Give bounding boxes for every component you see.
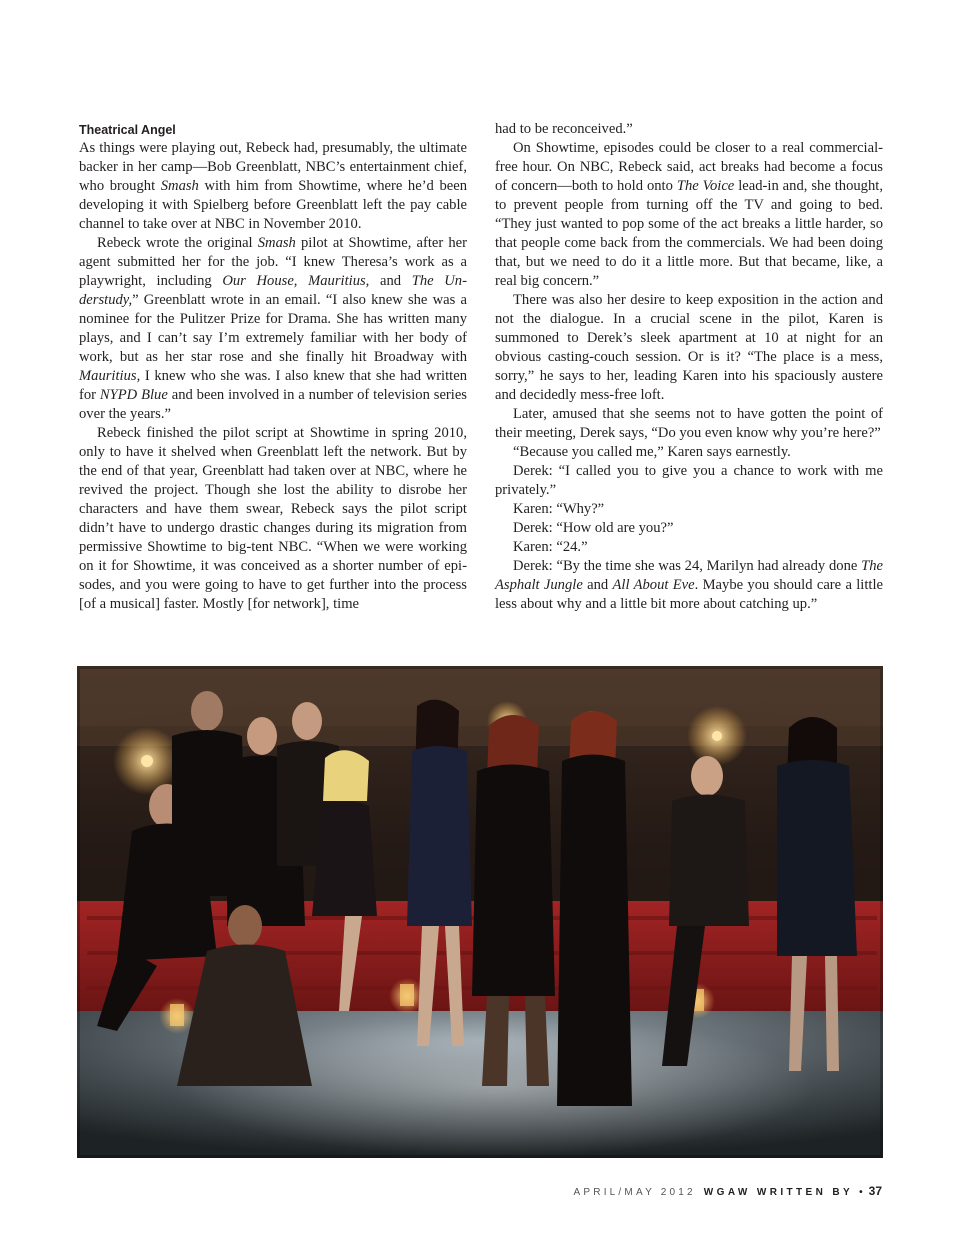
italic-title: Our House, Mauritius, (222, 273, 370, 289)
paragraph (79, 139, 467, 234)
cast-photo-illustration (77, 666, 883, 1158)
paragraph: There was also her desire to keep exposition in the action and not the dialogue. In a crucial scene in the pilot, Karen is summoned to Derek’s sleek apartment at 10 at night for an obvious casting-couch session. Or is it? “The place is a mess, sorry,” he says to her, leading Karen into his spaciously austere and decidedly mess-free loft. (495, 292, 883, 403)
text-run: As things were playing out, Rebeck had, presumably, the ultimate backer in her camp—Bob Greenblatt, NBC’s entertainment chief, who brought (79, 140, 467, 194)
paragraph (495, 139, 883, 291)
text-run: Rebeck wrote the original (97, 235, 258, 251)
article-right-column (495, 120, 883, 614)
paragraph: Karen: “24.” (513, 539, 588, 555)
paragraph: Derek: “How old are you?” (513, 520, 674, 536)
text-run: and (582, 577, 613, 593)
italic-title: The Asphalt Jungle (495, 558, 883, 593)
text-run: pilot at Showtime, after her agent submitted her for the job. “I knew Theresa’s work as a playwright, including (79, 235, 467, 289)
paragraph: “Because you called me,” Karen says earnestly. (513, 444, 791, 460)
text-run: . Maybe you should care a little less about why and a little bit more about catching up.” (495, 577, 883, 612)
paragraph: had to be reconceived.” (495, 121, 633, 137)
text-run: and (369, 273, 412, 289)
italic-title: All About Eve (612, 577, 695, 593)
bullet-separator: • (859, 1187, 863, 1198)
italic-title: The Understudy, (79, 273, 467, 308)
paragraph: Karen: “Why?” (513, 501, 605, 517)
paragraph: Rebeck finished the pilot script at Showtime in spring 2010, only to have it shelved when Greenblatt left the network. But by the end of that year, Greenblatt had taken over at NBC, where he revived the project. Though she lost the ability to disrobe her characters and have them swear, Rebeck says the pilot script didn’t have to undergo drastic changes during its migration from permissive Showtime to big-tent NBC. “When we were working on it for Showtime, it was conceived as a shorter number of episodes, and you were going to have to get further into the process [of a musical] faster. Mostly [for network], time (79, 425, 467, 612)
italic-title: Smash (160, 178, 199, 194)
paragraph: Derek: “I called you to give you a chance to work with me privately.” (495, 463, 883, 498)
text-run: lead-in and, she thought, to prevent people from turning off the TV and going to bed. “They just wanted to pop some of the act breaks a little harder, so that people come back from the commercials. We had been doing that, but we need to do it a little more. But that became, like, a real big concern.” (495, 178, 883, 289)
text-run: On Showtime, episodes could be closer to a real commercial-free hour. On NBC, Rebeck said, act breaks had become a focus of concern—both to hold onto (495, 140, 883, 194)
cast-photo (77, 666, 883, 1158)
article-left-column (79, 121, 467, 614)
paragraph (79, 234, 467, 424)
page-footer (574, 1184, 882, 1198)
paragraph (495, 557, 883, 614)
magazine-name: WGAW WRITTEN BY (703, 1187, 854, 1198)
italic-title: Smash (257, 235, 296, 251)
italic-title: NYPD Blue (99, 387, 168, 403)
text-run: I knew who she was. I also knew that she had written for (79, 368, 467, 403)
section-subhead: Theatrical Angel (79, 123, 176, 137)
issue-date: APRIL/MAY 2012 (573, 1187, 696, 1198)
text-run: ” Greenblatt wrote in an email. “I also knew she was a nominee for the Pulitzer Prize for Drama. She has written many plays, and I can’t say I’m extremely familiar with her body of work, but as her star rose and she finally hit Broadway with (79, 292, 467, 365)
page-number: 37 (868, 1184, 882, 1198)
paragraph: Later, amused that she seems not to have gotten the point of their meeting, Derek says, “Do you even know why you’re here?” (495, 406, 883, 441)
italic-title: Mauritius, (79, 368, 141, 384)
text-run: Derek: “By the time she was 24, Marilyn had already done (513, 558, 862, 574)
text-run: with him from Showtime, where he’d been developing it with Spielberg before Greenblatt left the pay cable channel to take over at NBC in November 2010. (79, 178, 467, 232)
text-run: and been involved in a number of television series over the years.” (79, 387, 467, 422)
italic-title: The Voice (676, 178, 735, 194)
